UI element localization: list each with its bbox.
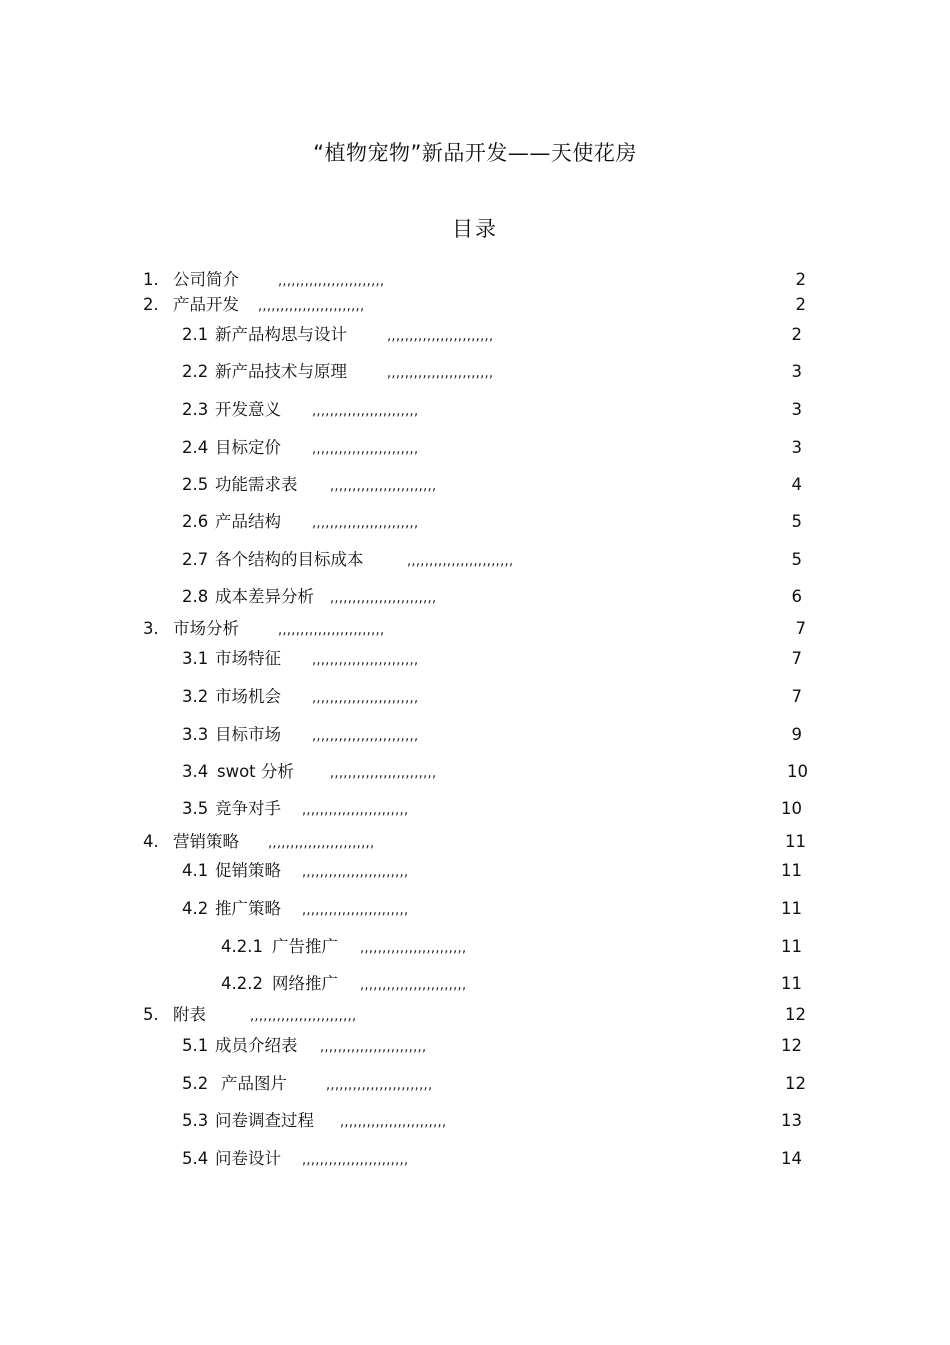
toc-entry-page: 11 [781, 899, 802, 918]
toc-entry[interactable] [0, 685, 950, 709]
toc-entry-number: 2. [143, 295, 159, 314]
toc-entry-number: 5.2 [182, 1074, 209, 1093]
toc-entry-leader: ,,,,,,,,,,,,,,,,,,,,,,,, [268, 836, 375, 851]
toc-entry-number: 4.2 [182, 899, 209, 918]
toc-entry-number: 2.6 [182, 512, 209, 531]
toc-entry-number: 2.5 [182, 475, 209, 494]
toc-entry[interactable] [0, 360, 950, 384]
toc-entry-label: 开发意义 [215, 400, 281, 419]
toc-entry-leader: ,,,,,,,,,,,,,,,,,,,,,,,, [312, 653, 419, 668]
toc-entry-number: 5. [143, 1005, 159, 1024]
toc-entry[interactable] [0, 723, 950, 747]
toc-entry-label: 成本差异分析 [215, 587, 314, 606]
toc-entry-label: 各个结构的目标成本 [215, 550, 364, 569]
toc-entry-label: 问卷调查过程 [215, 1111, 314, 1130]
toc-entry-number: 5.1 [182, 1036, 209, 1055]
toc-entry-number: 2.1 [182, 325, 209, 344]
toc-entry-label: 市场机会 [215, 687, 281, 706]
toc-entry-leader: ,,,,,,,,,,,,,,,,,,,,,,,, [302, 865, 409, 880]
toc-entry-label: 促销策略 [215, 861, 281, 880]
toc-entry[interactable] [0, 760, 950, 784]
toc-entry-number: 2.2 [182, 362, 209, 381]
toc-entry-number: 3. [143, 619, 159, 638]
toc-entry-page: 12 [785, 1074, 806, 1093]
toc-entry-label: swot 分析 [217, 762, 294, 781]
toc-entry-leader: ,,,,,,,,,,,,,,,,,,,,,,,, [312, 729, 419, 744]
toc-entry[interactable] [0, 473, 950, 497]
toc-entry-page: 4 [791, 475, 802, 494]
toc-entry-leader: ,,,,,,,,,,,,,,,,,,,,,,,, [330, 766, 437, 781]
toc-entry-number: 3.2 [182, 687, 209, 706]
toc-entry[interactable] [0, 972, 950, 996]
toc-entry-page: 11 [785, 832, 806, 851]
toc-entry-leader: ,,,,,,,,,,,,,,,,,,,,,,,, [330, 479, 437, 494]
toc-entry-page: 2 [795, 295, 806, 314]
toc-entry-number: 5.4 [182, 1149, 209, 1168]
toc-entry-page: 13 [781, 1111, 802, 1130]
toc-entry-number: 4. [143, 832, 159, 851]
toc-entry-number: 3.5 [182, 799, 209, 818]
toc-entry-page: 7 [791, 687, 802, 706]
toc-entry-label: 新产品技术与原理 [215, 362, 347, 381]
document-title: “植物宠物”新品开发——天使花房 [313, 141, 637, 165]
toc-entry-page: 7 [791, 649, 802, 668]
toc-entry-page: 14 [781, 1149, 802, 1168]
toc-entry-leader: ,,,,,,,,,,,,,,,,,,,,,,,, [360, 941, 467, 956]
toc-entry[interactable] [0, 268, 950, 292]
toc-entry-page: 2 [795, 270, 806, 289]
toc-entry-leader: ,,,,,,,,,,,,,,,,,,,,,,,, [250, 1009, 357, 1024]
toc-entry-leader: ,,,,,,,,,,,,,,,,,,,,,,,, [312, 691, 419, 706]
toc-entry-leader: ,,,,,,,,,,,,,,,,,,,,,,,, [312, 442, 419, 457]
toc-entry-label: 网络推广 [272, 974, 338, 993]
toc-entry-leader: ,,,,,,,,,,,,,,,,,,,,,,,, [407, 554, 514, 569]
toc-entry-label: 公司简介 [173, 270, 239, 289]
toc-entry[interactable] [0, 293, 950, 317]
toc-entry-label: 附表 [173, 1005, 206, 1024]
toc-entry-leader: ,,,,,,,,,,,,,,,,,,,,,,,, [360, 978, 467, 993]
toc-entry-page: 6 [791, 587, 802, 606]
toc-entry-leader: ,,,,,,,,,,,,,,,,,,,,,,,, [302, 803, 409, 818]
toc-entry-number: 4.1 [182, 861, 209, 880]
toc-entry-label: 目标市场 [215, 725, 281, 744]
toc-entry-leader: ,,,,,,,,,,,,,,,,,,,,,,,, [320, 1040, 427, 1055]
toc-entry-leader: ,,,,,,,,,,,,,,,,,,,,,,,, [340, 1115, 447, 1130]
toc-entry-number: 5.3 [182, 1111, 209, 1130]
toc-entry[interactable] [0, 897, 950, 921]
toc-entry-label: 产品开发 [173, 295, 239, 314]
toc-entry-leader: ,,,,,,,,,,,,,,,,,,,,,,,, [387, 329, 494, 344]
toc-entry-page: 11 [781, 974, 802, 993]
toc-entry[interactable] [0, 436, 950, 460]
toc-entry-page: 11 [781, 861, 802, 880]
toc-entry[interactable] [0, 398, 950, 422]
toc-entry[interactable] [0, 859, 950, 883]
toc-entry-page: 3 [791, 362, 802, 381]
toc-entry[interactable] [0, 935, 950, 959]
toc-entry-label: 市场特征 [215, 649, 281, 668]
toc-entry-number: 2.4 [182, 438, 209, 457]
toc-entry-label: 成员介绍表 [215, 1036, 298, 1055]
toc-entry-number: 2.8 [182, 587, 209, 606]
toc-entry-leader: ,,,,,,,,,,,,,,,,,,,,,,,, [258, 299, 365, 314]
toc-entry-number: 2.7 [182, 550, 209, 569]
toc-entry-leader: ,,,,,,,,,,,,,,,,,,,,,,,, [302, 1153, 409, 1168]
toc-entry-label: 推广策略 [215, 899, 281, 918]
toc-entry-leader: ,,,,,,,,,,,,,,,,,,,,,,,, [302, 903, 409, 918]
toc-entry-label: 目标定价 [215, 438, 281, 457]
toc-entry[interactable] [0, 1109, 950, 1133]
toc-entry-leader: ,,,,,,,,,,,,,,,,,,,,,,,, [278, 623, 385, 638]
toc-entry-label: 竞争对手 [215, 799, 281, 818]
toc-entry-label: 产品图片 [221, 1074, 287, 1093]
toc-entry[interactable] [0, 617, 950, 641]
toc-entry-leader: ,,,,,,,,,,,,,,,,,,,,,,,, [312, 404, 419, 419]
toc-entry-label: 广告推广 [272, 937, 338, 956]
toc-entry-number: 2.3 [182, 400, 209, 419]
toc-entry[interactable] [0, 1034, 950, 1058]
toc-entry-leader: ,,,,,,,,,,,,,,,,,,,,,,,, [387, 366, 494, 381]
toc-entry-number: 4.2.2 [221, 974, 263, 993]
toc-entry-page: 10 [781, 799, 802, 818]
toc-heading: 目录 [452, 217, 498, 241]
toc-entry[interactable] [0, 647, 950, 671]
toc-entry-number: 4.2.1 [221, 937, 263, 956]
toc-entry[interactable] [0, 1072, 950, 1096]
toc-entry-leader: ,,,,,,,,,,,,,,,,,,,,,,,, [326, 1078, 433, 1093]
toc-entry-page: 12 [785, 1005, 806, 1024]
toc-entry[interactable] [0, 830, 950, 854]
toc-entry-label: 产品结构 [215, 512, 281, 531]
toc-entry-page: 9 [791, 725, 802, 744]
toc-entry-page: 5 [791, 512, 802, 531]
toc-entry-label: 营销策略 [173, 832, 239, 851]
toc-entry-number: 1. [143, 270, 159, 289]
toc-entry[interactable] [0, 585, 950, 609]
toc-entry-page: 3 [791, 438, 802, 457]
toc-entry-page: 11 [781, 937, 802, 956]
toc-entry[interactable] [0, 548, 950, 572]
toc-entry-leader: ,,,,,,,,,,,,,,,,,,,,,,,, [278, 274, 385, 289]
toc-entry-label: 新产品构思与设计 [215, 325, 347, 344]
toc-entry-page: 5 [791, 550, 802, 569]
toc-entry-number: 3.1 [182, 649, 209, 668]
toc-entry-number: 3.4 [182, 762, 209, 781]
toc-entry-number: 3.3 [182, 725, 209, 744]
toc-entry[interactable] [0, 510, 950, 534]
toc-entry-label: 功能需求表 [215, 475, 298, 494]
toc-entry-page: 3 [791, 400, 802, 419]
toc-entry-page: 12 [781, 1036, 802, 1055]
toc-entry[interactable] [0, 323, 950, 347]
toc-entry[interactable] [0, 797, 950, 821]
toc-entry-leader: ,,,,,,,,,,,,,,,,,,,,,,,, [330, 591, 437, 606]
toc-entry-page: 2 [791, 325, 802, 344]
toc-entry-page: 10 [787, 762, 808, 781]
toc-entry[interactable] [0, 1147, 950, 1171]
toc-entry-label: 问卷设计 [215, 1149, 281, 1168]
toc-entry-page: 7 [795, 619, 806, 638]
toc-entry-leader: ,,,,,,,,,,,,,,,,,,,,,,,, [312, 516, 419, 531]
toc-entry-label: 市场分析 [173, 619, 239, 638]
toc-entry[interactable] [0, 1003, 950, 1027]
